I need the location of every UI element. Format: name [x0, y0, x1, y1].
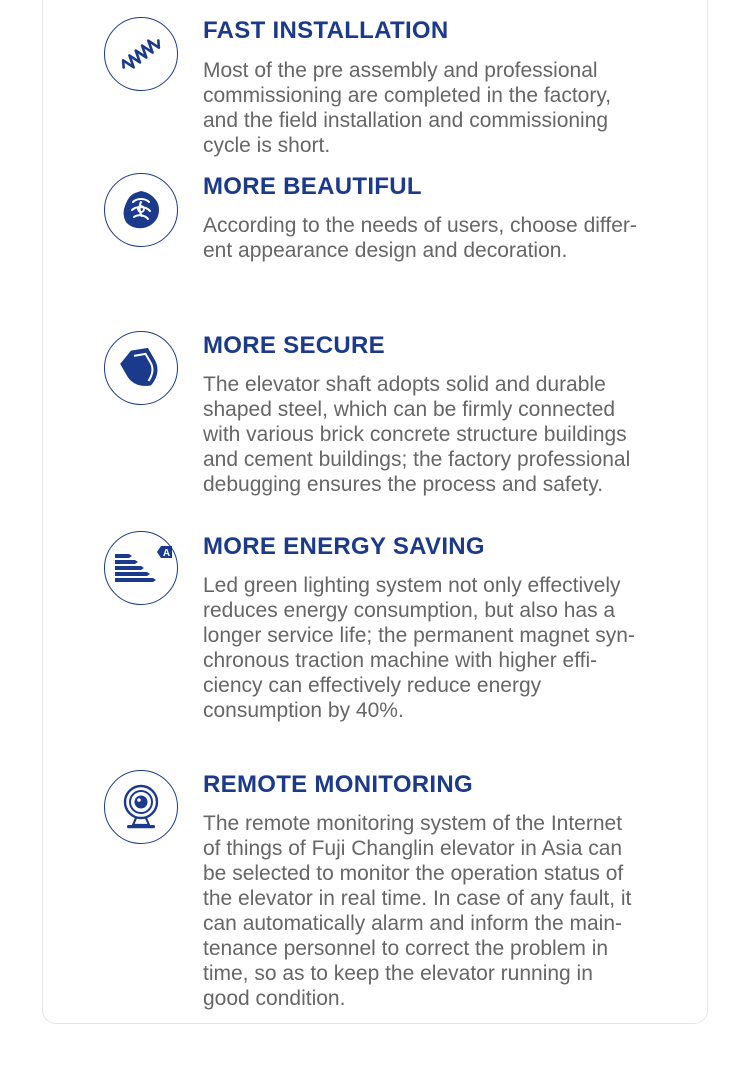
- rose-icon: [104, 173, 178, 247]
- feature-title: MORE SECURE: [203, 332, 385, 359]
- feature-description: Most of the pre assembly and professional commissioning are completed in the factory, and the field installation and commissioning cycle is short.: [203, 59, 612, 157]
- webcam-icon: [104, 770, 178, 844]
- feature-title: REMOTE MONITORING: [203, 771, 473, 798]
- energy-rating-icon: [104, 531, 178, 605]
- feature-description: The remote monitoring system of the Internet of things of Fuji Changlin elevator in Asia can be selected to monitor the operation status of the elevator in real time. In case of any fault, it can automatically alarm and inform the main- tenance personnel to correct the problem in time, so as to keep the elevator running in good condition.: [203, 812, 632, 1010]
- feature-title: FAST INSTALLATION: [203, 17, 449, 44]
- feature-description: According to the needs of users, choose differ- ent appearance design and decoration.: [203, 214, 637, 262]
- feature-description: The elevator shaft adopts solid and durable shaped steel, which can be firmly connected with various brick concrete structure buildings and cement buildings; the factory professional debugging ensures the process and safety.: [203, 373, 631, 496]
- shield-icon: [104, 331, 178, 405]
- feature-title: MORE BEAUTIFUL: [203, 173, 422, 200]
- feature-title: MORE ENERGY SAVING: [203, 533, 485, 560]
- feature-description: Led green lighting system not only effectively reduces energy consumption, but also has a longer service life; the permanent magnet syn- chronous traction machine with higher effi- ciency can effectively reduce energy consumption by 40%.: [203, 574, 635, 722]
- spring-icon: [104, 17, 178, 91]
- energy-class-badge: A: [162, 548, 171, 559]
